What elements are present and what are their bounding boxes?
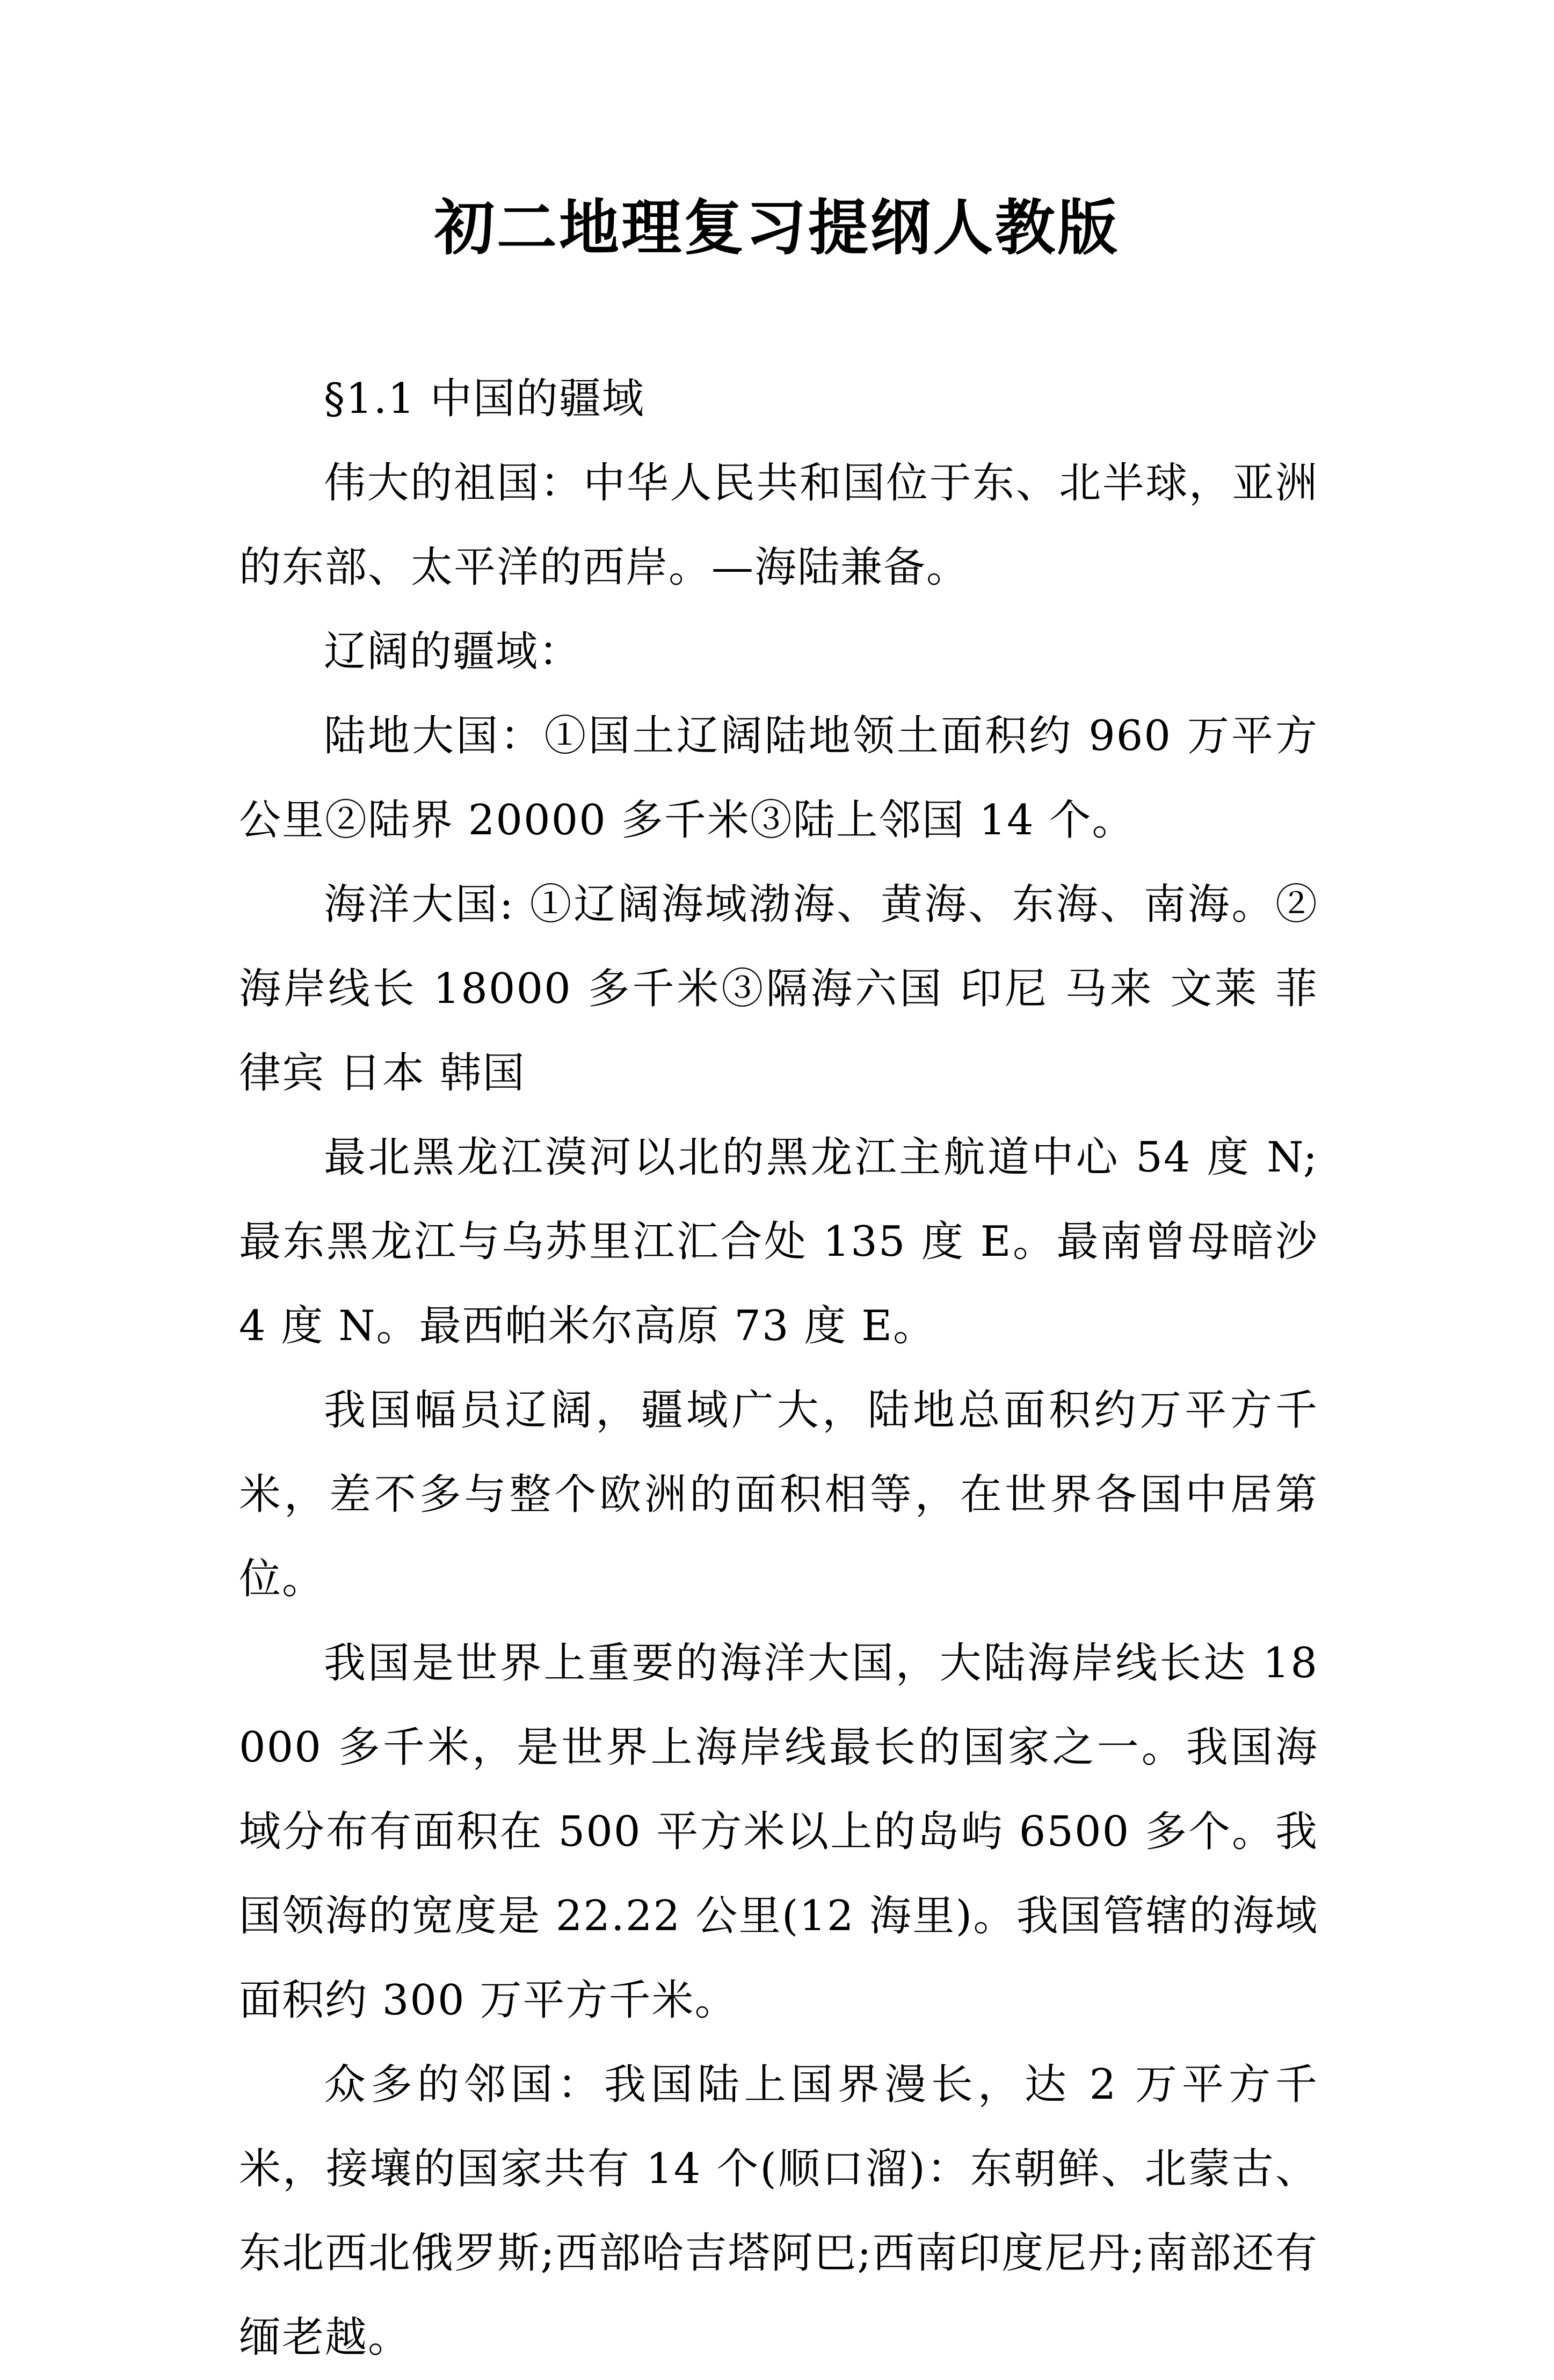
paragraph-land-power: 陆地大国：①国土辽阔陆地领土面积约 960 万平方公里②陆界 20000 多千米③陆上邻国 14 个。: [239, 712, 1318, 845]
document-body: [239, 357, 1318, 2380]
document-title: 初二地理复习提纲人教版: [434, 193, 1120, 263]
paragraph-vast-territory: 我国幅员辽阔，疆域广大，陆地总面积约万平方千米，差不多与整个欧洲的面积相等，在世界各国中居第位。: [239, 1386, 1318, 1603]
section-heading: §1.1 中国的疆域: [324, 375, 645, 423]
paragraph-territory-heading: 辽阔的疆域：: [324, 628, 582, 676]
paragraph-motherland: 伟大的祖国：中华人民共和国位于东、北半球，亚洲的东部、太平洋的西岸。—海陆兼备。: [239, 459, 1318, 592]
paragraph-ocean-country: 我国是世界上重要的海洋大国，大陆海岸线长达 18000 多千米，是世界上海岸线最长的国家之一。我国海域分布有面积在 500 平方米以上的岛屿 6500 多个。我国领海的宽度是 22.22 公里(12 海里)。我国管辖的海域面积约 300 万平方千米。: [239, 1639, 1318, 2025]
paragraph-extreme-points: 最北黑龙江漠河以北的黑龙江主航道中心 54 度 N;最东黑龙江与乌苏里江汇合处 135 度 E。最南曾母暗沙 4 度 N。最西帕米尔高原 73 度 E。: [239, 1133, 1318, 1350]
paragraph-sea-power: 海洋大国: ①辽阔海域渤海、黄海、东海、南海。②海岸线长 18000 多千米③隔海六国 印尼 马来 文莱 菲律宾 日本 韩国: [239, 880, 1318, 1097]
paragraph-neighbors: 众多的邻国：我国陆上国界漫长，达 2 万平方千米，接壤的国家共有 14 个(顺口溜)：东朝鲜、北蒙古、东北西北俄罗斯;西部哈吉塔阿巴;西南印度尼丹;南部还有缅老越。: [239, 2061, 1318, 2362]
